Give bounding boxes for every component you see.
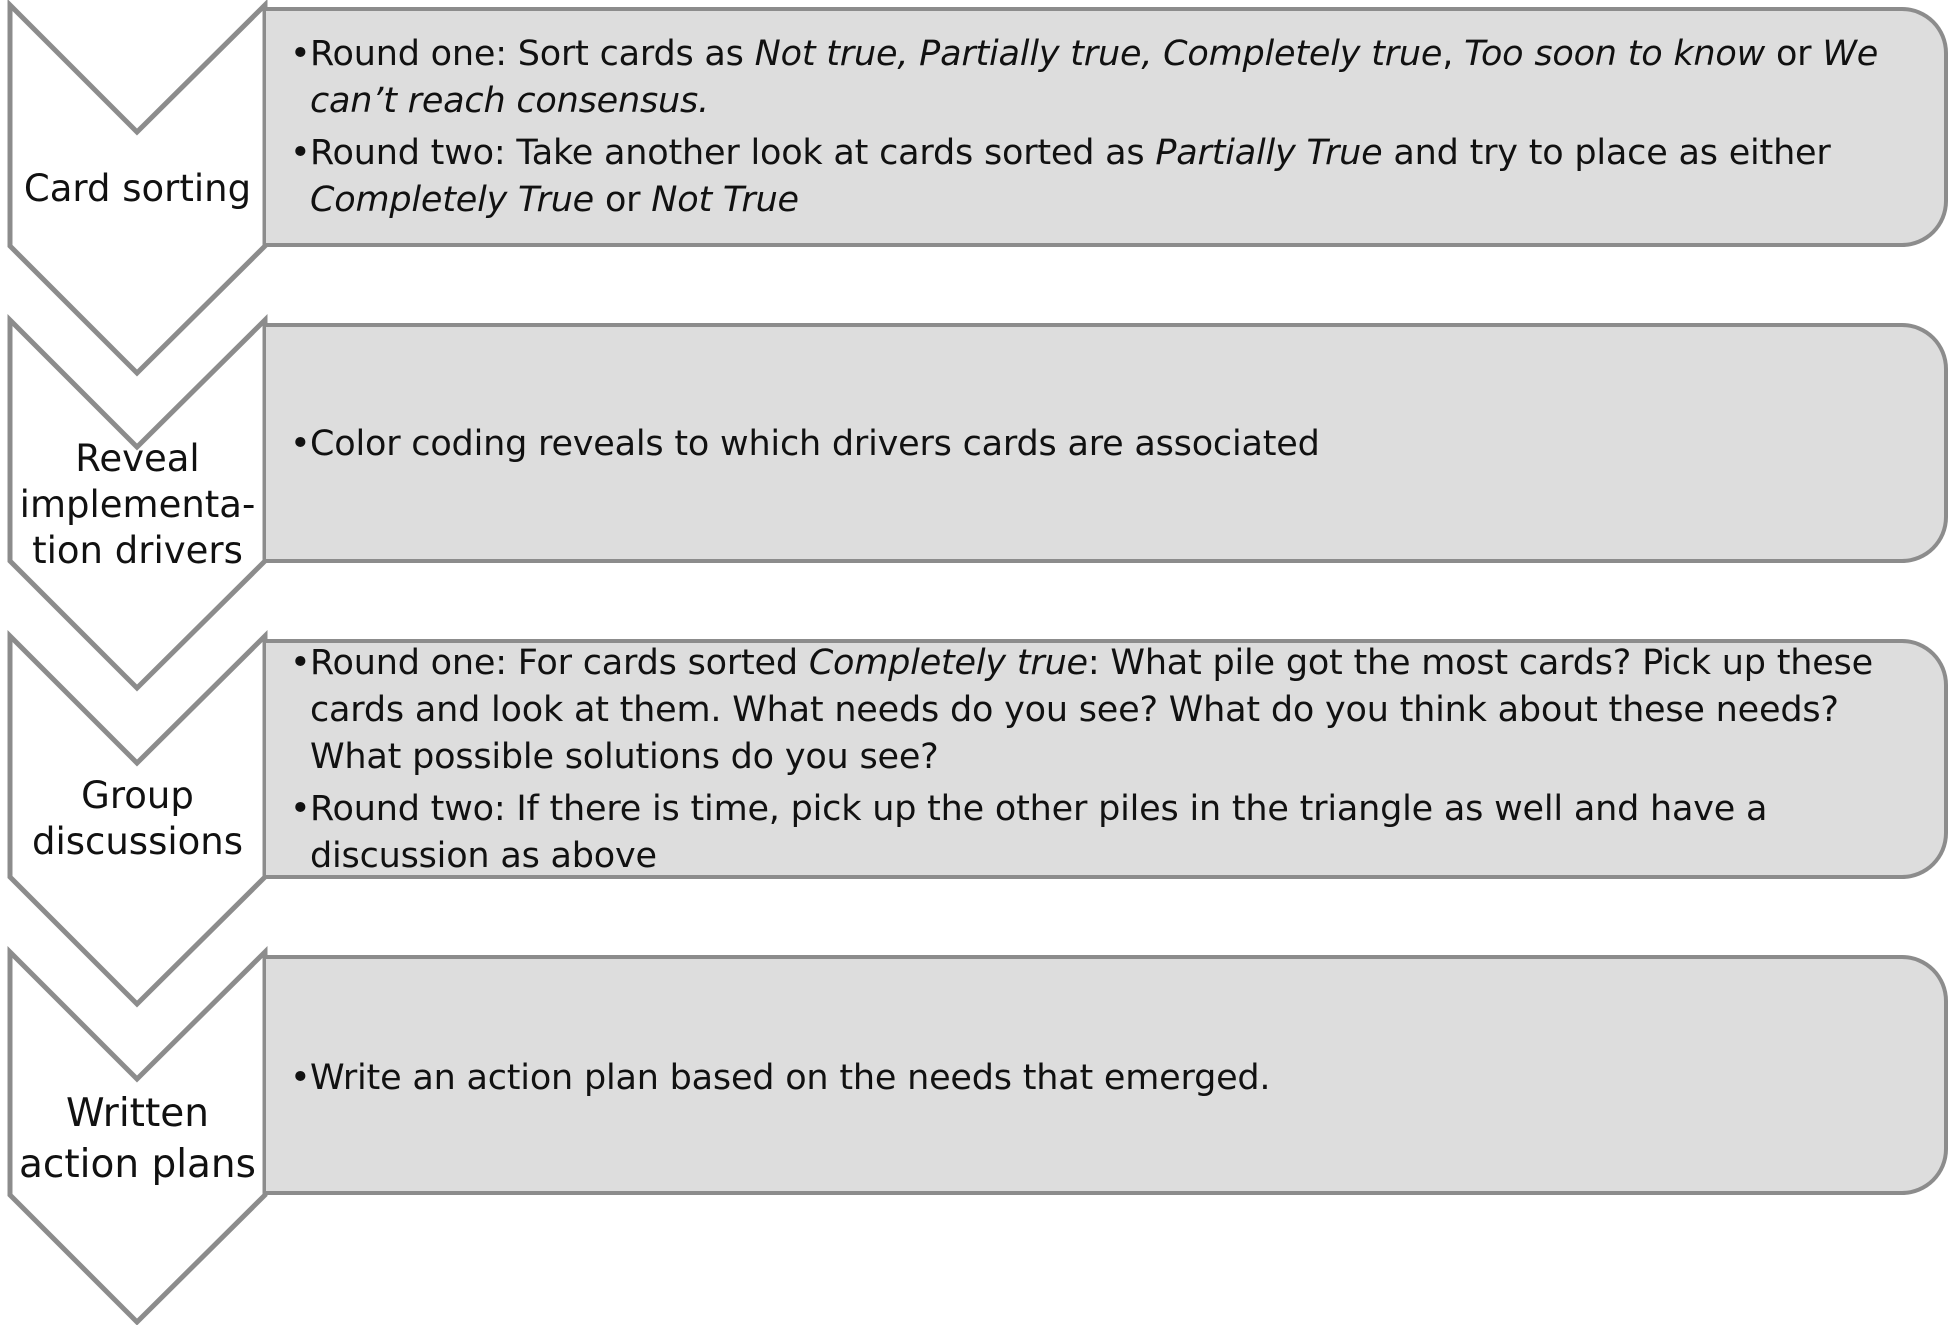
step-box-card-sorting <box>266 7 1948 247</box>
bullet-text-italic: We can’t reach consensus. <box>310 34 1879 121</box>
bullet-text-italic: Not true, Partially true, Completely true <box>754 34 1443 74</box>
bullet-text: Round one: For cards sorted <box>310 643 809 683</box>
bullet-item <box>290 1055 1926 1102</box>
step-box-written-action-plans <box>266 955 1948 1195</box>
step-box-group-discussions <box>266 639 1948 879</box>
step-bullets <box>290 1055 1926 1102</box>
step-label-group-discussions: Group discussions <box>31 774 244 863</box>
step-label-card-sorting: Card sorting <box>23 167 252 210</box>
bullet-text-italic: Partially True <box>1155 133 1383 173</box>
bullet-text-italic: Completely True <box>310 180 595 220</box>
bullet-item <box>290 130 1926 224</box>
step-label-reveal-implementation-drivers: Reveal implementa- tion drivers <box>19 437 256 572</box>
bullet-text-italic: Too soon to know <box>1464 34 1766 74</box>
bullet-item <box>290 640 1926 781</box>
step-bullets <box>290 421 1926 468</box>
bullet-item <box>290 421 1926 468</box>
bullet-text: or <box>594 180 652 220</box>
bullet-text: Write an action plan based on the needs that emerged. <box>310 1058 1271 1098</box>
bullet-text-italic: Not True <box>651 180 799 220</box>
bullet-text: and try to place as either <box>1382 133 1831 173</box>
step-bullets <box>290 640 1926 880</box>
bullet-text: or <box>1765 34 1823 74</box>
bullet-item <box>290 31 1926 125</box>
bullet-text: Color coding reveals to which drivers cards are associated <box>310 424 1320 464</box>
bullet-text: Round one: Sort cards as <box>310 34 755 74</box>
bullet-text: : What pile got the most cards? Pick up these cards and look at them. What needs do you see? What do you think about these needs? What possible solutions do you see? <box>310 643 1873 777</box>
step-bullets <box>290 31 1926 224</box>
bullet-text: Round two: Take another look at cards sorted as <box>310 133 1156 173</box>
bullet-text: , <box>1442 34 1465 74</box>
bullet-text-italic: Completely true <box>808 643 1088 683</box>
bullet-item <box>290 786 1926 880</box>
bullet-text: Round two: If there is time, pick up the other piles in the triangle as well and have a discussion as above <box>310 789 1768 876</box>
step-label-written-action-plans: Written action plans <box>19 1091 256 1187</box>
step-box-reveal-implementation-drivers <box>266 323 1948 563</box>
